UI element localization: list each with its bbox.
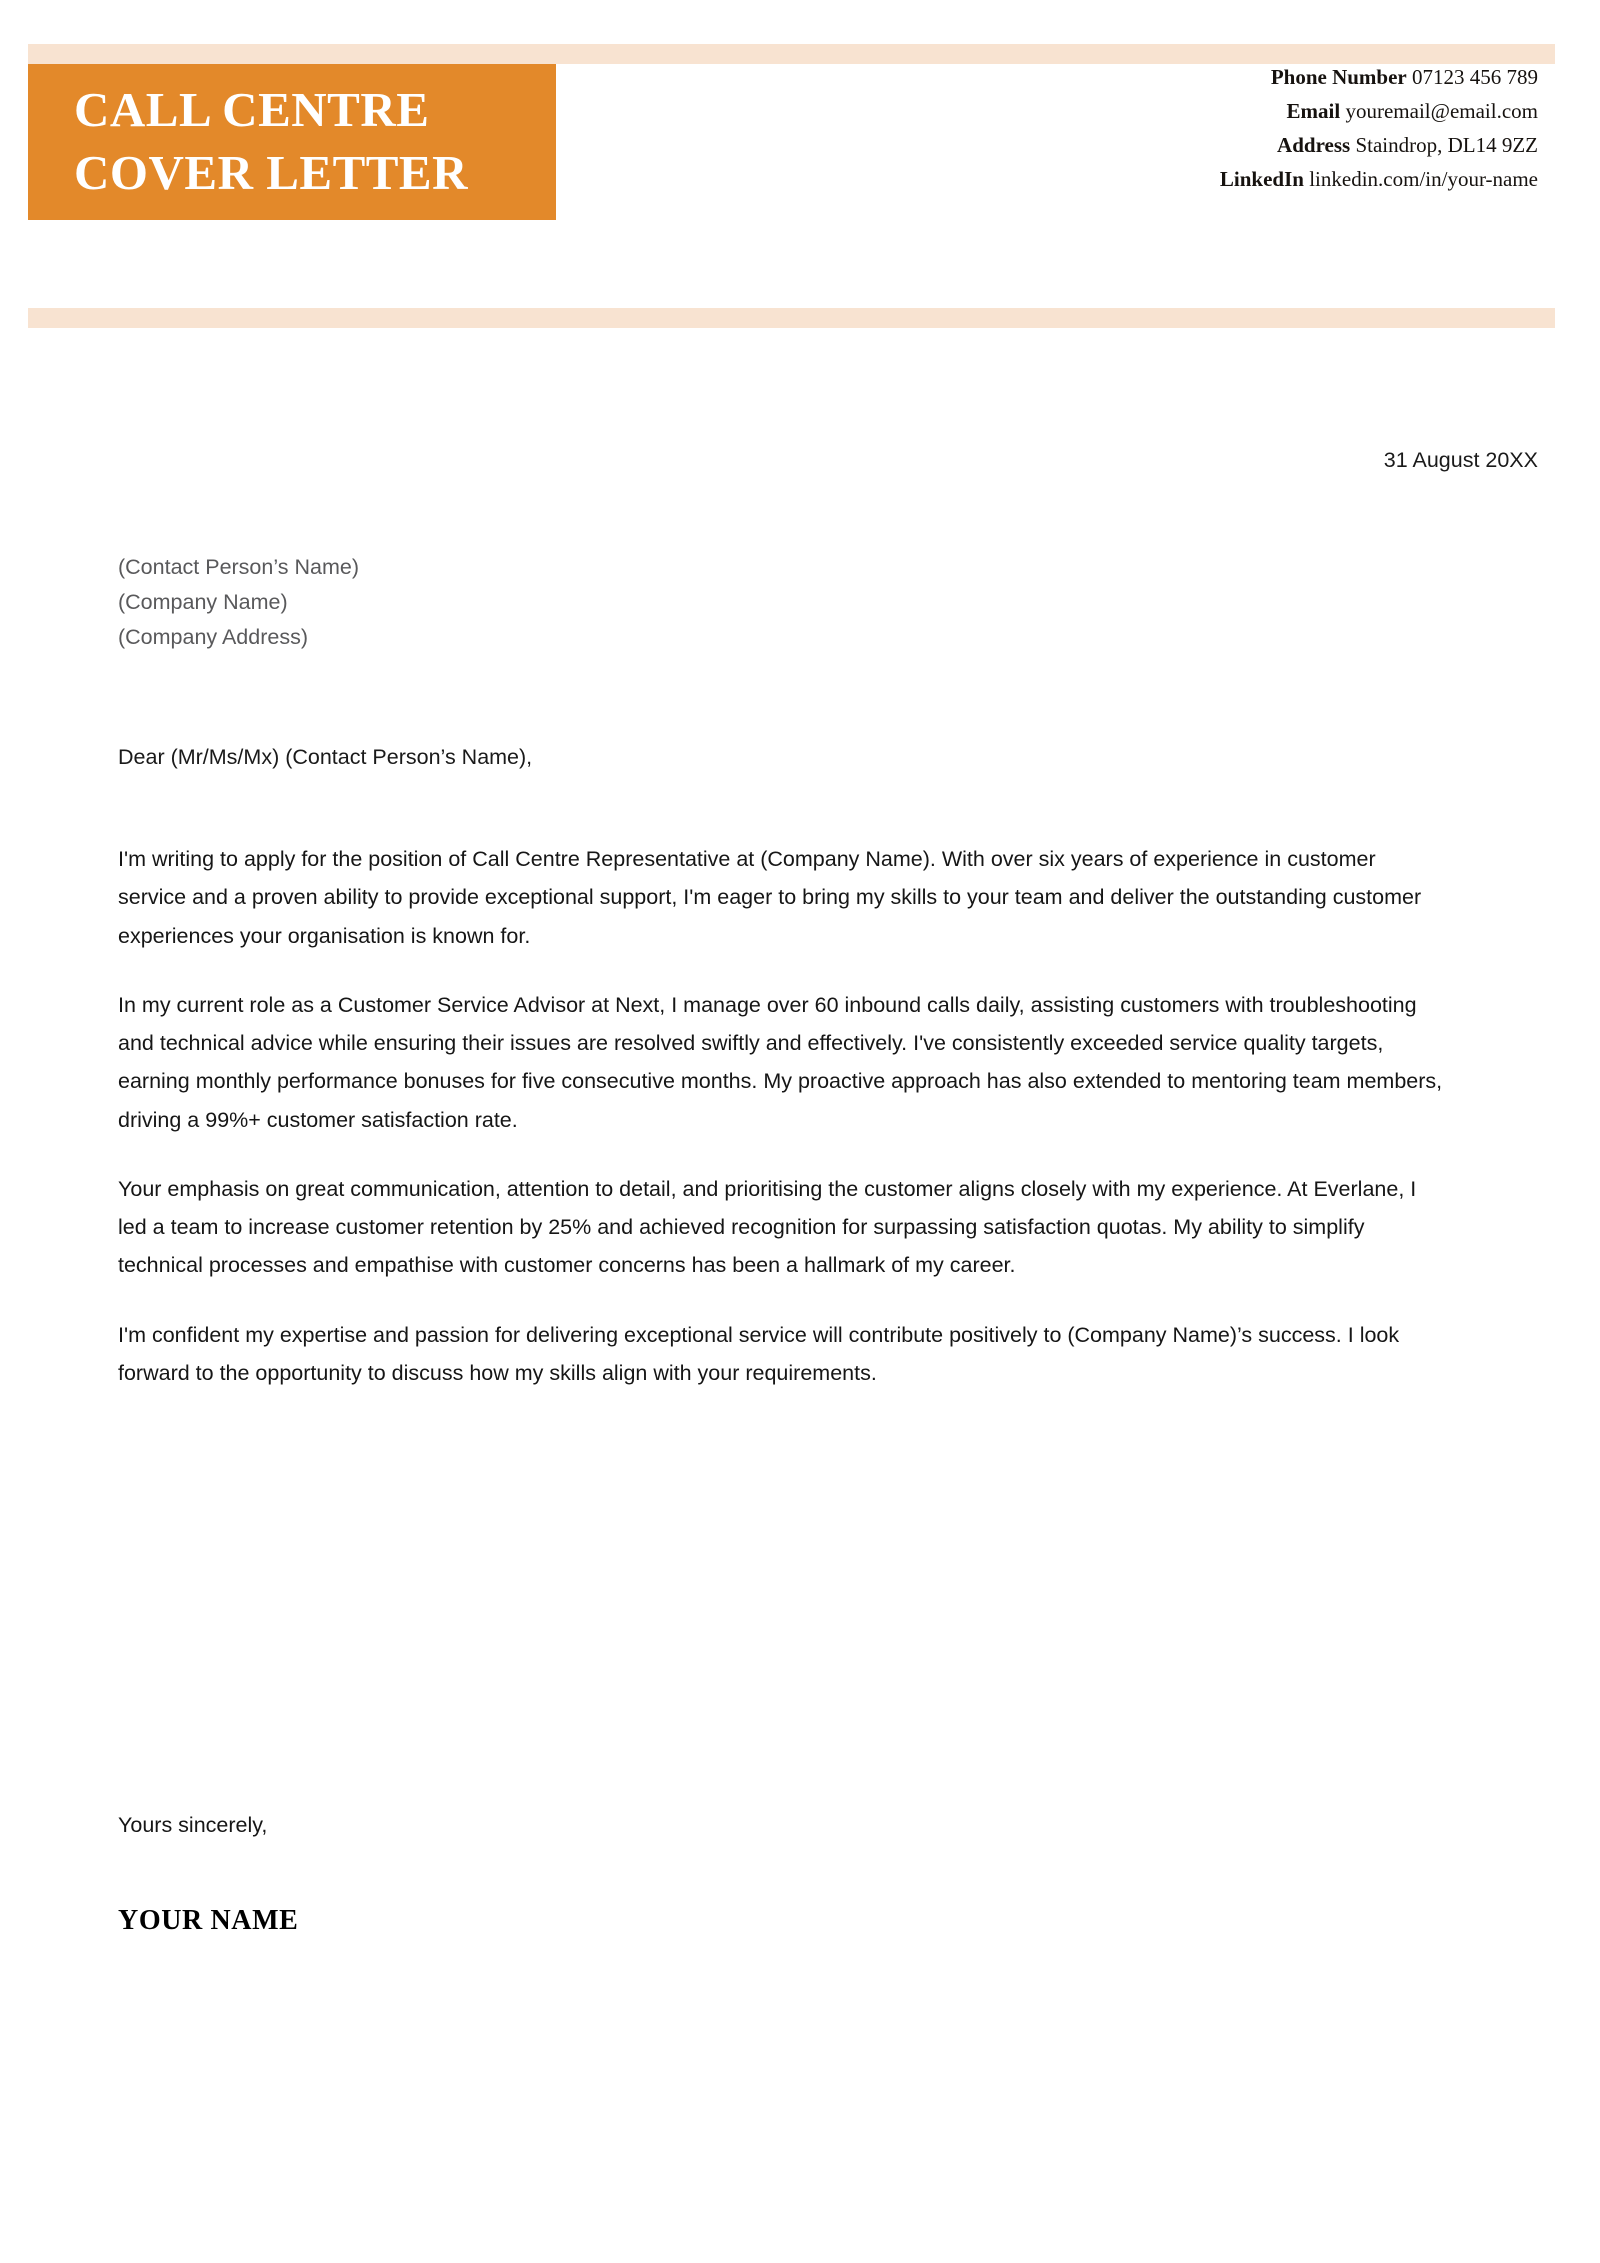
letter-salutation: Dear (Mr/Ms/Mx) (Contact Person’s Name),: [118, 745, 533, 769]
contact-row-email: [1220, 94, 1538, 128]
contact-label-phone: Phone Number: [1270, 65, 1407, 89]
letter-body: [118, 840, 1443, 1423]
contact-value-address: Staindrop, DL14 9ZZ: [1355, 133, 1538, 158]
letter-paragraph: I'm confident my expertise and passion for delivering exceptional service will contribute positively to (Company Name)’s success. I look forward to the opportunity to discuss how my skills align with your requirements.: [118, 1322, 1400, 1385]
contact-row-phone: [1220, 60, 1538, 94]
contact-value-linkedin: linkedin.com/in/your-name: [1309, 167, 1538, 192]
recipient-company-address: (Company Address): [118, 624, 308, 649]
letter-paragraph: In my current role as a Customer Service Advisor at Next, I manage over 60 inbound calls daily, assisting customers with troubleshooting and technical advice while ensuring their issues are resolved swiftly and effectively. I've consistently exceeded service quality targets, earning monthly performance bonuses for five consecutive months. My proactive approach has also extended to mentoring team members, driving a 99%+ customer satisfaction rate.: [118, 992, 1443, 1132]
letter-closing: Yours sincerely,: [118, 1813, 268, 1837]
contact-details: [1220, 60, 1538, 196]
contact-label-linkedin: LinkedIn: [1219, 167, 1304, 192]
contact-row-linkedin: [1220, 162, 1538, 196]
letter-signature: YOUR NAME: [118, 1905, 299, 1936]
header-bottom-strip: [28, 308, 1555, 328]
letter-paragraph: I'm writing to apply for the position of Call Centre Representative at (Company Name). With over six years of experience in customer service and a proven ability to provide exceptional support, I'm eager to bring my skills to your team and deliver the outstanding customer experiences your organisation is known for.: [118, 847, 1422, 948]
letter-paragraph: Your emphasis on great communication, attention to detail, and prioritising the customer aligns closely with my experience. At Everlane, I led a team to increase customer retention by 25% and achieved recognition for surpassing satisfaction quotas. My ability to simplify technical processes and empathise with customer concerns has been a hallmark of my career.: [118, 1176, 1417, 1278]
recipient-block: [118, 550, 359, 654]
contact-label-email: Email: [1286, 99, 1341, 124]
contact-label-address: Address: [1277, 133, 1351, 158]
recipient-contact-name: (Contact Person’s Name): [118, 555, 359, 579]
title-line-2: COVER LETTER: [74, 145, 469, 200]
contact-value-phone: 07123 456 789: [1412, 65, 1538, 89]
contact-value-email: youremail@email.com: [1345, 99, 1538, 124]
letter-header: [0, 0, 1600, 330]
title-line-1: CALL CENTRE: [74, 82, 430, 138]
letter-date: 31 August 20XX: [1383, 448, 1538, 472]
contact-row-address: [1220, 128, 1538, 162]
document-title: [28, 64, 556, 220]
recipient-company-name: (Company Name): [118, 589, 288, 614]
